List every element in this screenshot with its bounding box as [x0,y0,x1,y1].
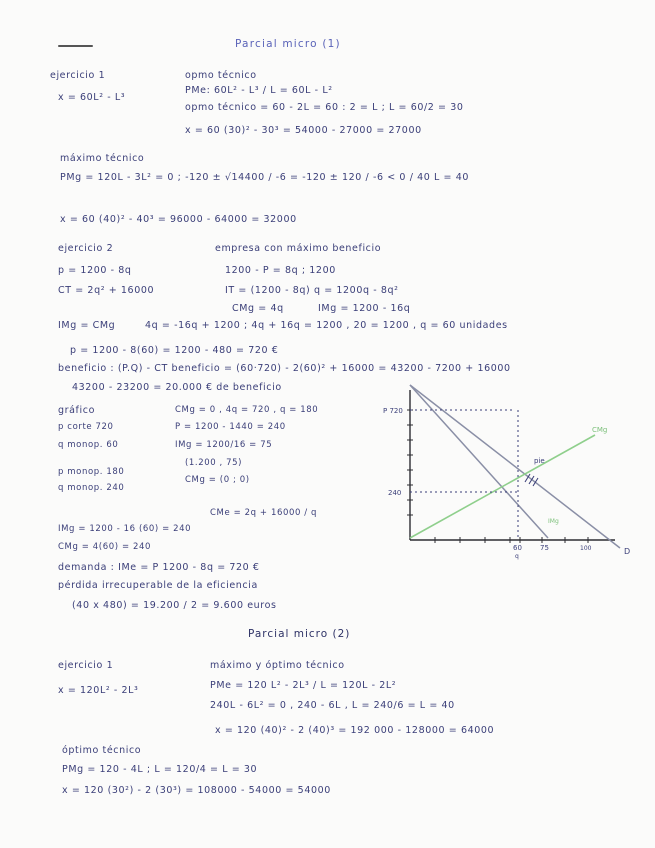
production-function: x = 60L² - L³ [58,92,126,103]
label-q60: 60 [513,544,522,552]
corner-dash [58,45,93,47]
demand-curve [410,385,620,548]
label-img: IMg [548,518,559,525]
img-at-60: IMg = 1200 - 16 (60) = 240 [58,524,192,534]
quantity-solve: 4q = -16q + 1200 ; 4q + 16q = 1200 , 20 = 1200 , q = 60 unidades [145,320,508,331]
label-cmg: CMg [592,426,608,434]
p-corte: p corte 720 [58,422,114,432]
img-curve [410,385,548,538]
img-intercept: IMg = 1200/16 = 75 [175,440,273,450]
cmg-origin: CMg = (0 ; 0) [185,475,250,485]
img-eq: IMg = 1200 - 16q [318,303,411,314]
demand-eq: p = 1200 - 8q [58,265,132,276]
revenue-eq: IT = (1200 - 8q) q = 1200q - 8q² [225,285,399,296]
heading-empresa: empresa con máximo beneficio [215,243,382,254]
img-point: (1.200 , 75) [185,458,243,468]
cmg-zero: CMg = 0 , 4q = 720 , q = 180 [175,405,319,415]
cmg-eq: CMg = 4q [232,303,284,314]
page2-title: Parcial micro (2) [248,628,351,640]
demand-rearranged: 1200 - P = 8q ; 1200 [225,265,336,276]
optimo-result: x = 60 (30)² - 30³ = 54000 - 27000 = 27000 [185,125,422,136]
label-q75: 75 [540,544,549,552]
maximo-result: x = 60 (40)² - 40³ = 96000 - 64000 = 32000 [60,214,297,225]
q-monop: q monop. 60 [58,440,119,450]
heading-grafico: gráfico [58,405,95,416]
production-function-2: x = 120L² - 2L³ [58,685,139,696]
label-pie: pie [534,457,545,465]
q-monop-2: q monop. 240 [58,483,125,493]
exercise-label: ejercicio 2 [58,243,114,254]
label-q100: 100 [580,545,592,552]
heading-optimo: opmo técnico [185,70,257,81]
optimo-result-2: x = 120 (30²) - 2 (30³) = 108000 - 54000 = 54000 [62,785,331,796]
label-q60-sub: q [515,553,519,560]
pme-formula-2: PMe = 120 L² - 2L³ / L = 120L - 2L² [210,680,397,691]
price-calc: p = 1200 - 8(60) = 1200 - 480 = 720 € [70,345,279,356]
deadweight-result: (40 x 480) = 19.200 / 2 = 9.600 euros [72,600,277,611]
heading-optimo-2: óptimo técnico [62,745,142,756]
maximo-result-2: x = 120 (40)² - 2 (40)³ = 192 000 - 128000 = 64000 [215,725,495,736]
page1-title: Parcial micro (1) [235,38,341,50]
cmg-curve [410,435,595,538]
profit-calc: beneficio : (P.Q) - CT beneficio = (60·720) - 2(60)² + 16000 = 43200 - 7200 + 16000 [58,363,511,374]
p-monop: p monop. 180 [58,467,125,477]
monopoly-graph [380,370,640,560]
img-equals-cmg: IMg = CMg [58,320,116,331]
cmg-at-60: CMg = 4(60) = 240 [58,542,151,552]
cme-eq: CMe = 2q + 16000 / q [210,508,318,518]
heading-maximo: máximo técnico [60,153,145,164]
demand-price: demanda : IMe = P 1200 - 8q = 720 € [58,562,260,573]
pme-formula: PMe: 60L² - L³ / L = 60L - L² [185,85,333,96]
optimo-calc: opmo técnico = 60 - 2L = 60 : 2 = L ; L = 60/2 = 30 [185,102,464,113]
exercise-label: ejercicio 1 [58,660,114,671]
profit-result: 43200 - 23200 = 20.000 € de beneficio [72,382,282,393]
deadweight-heading: pérdida irrecuperable de la eficiencia [58,580,258,591]
pmg-2: PMg = 120 - 4L ; L = 120/4 = L = 30 [62,764,258,775]
label-p240: 240 [388,489,402,497]
solve-L: 240L - 6L² = 0 , 240 - 6L , L = 240/6 = L = 40 [210,700,455,711]
label-demand: D [624,547,631,556]
heading-maximo-optimo: máximo y óptimo técnico [210,660,345,671]
cost-eq: CT = 2q² + 16000 [58,285,155,296]
pmg-calc: PMg = 120L - 3L² = 0 ; -120 ± √14400 / -6 = -120 ± 120 / -6 < 0 / 40 L = 40 [60,172,470,183]
exercise-label: ejercicio 1 [50,70,106,81]
p-calc: P = 1200 - 1440 = 240 [175,422,286,432]
label-p720: P 720 [383,407,403,415]
